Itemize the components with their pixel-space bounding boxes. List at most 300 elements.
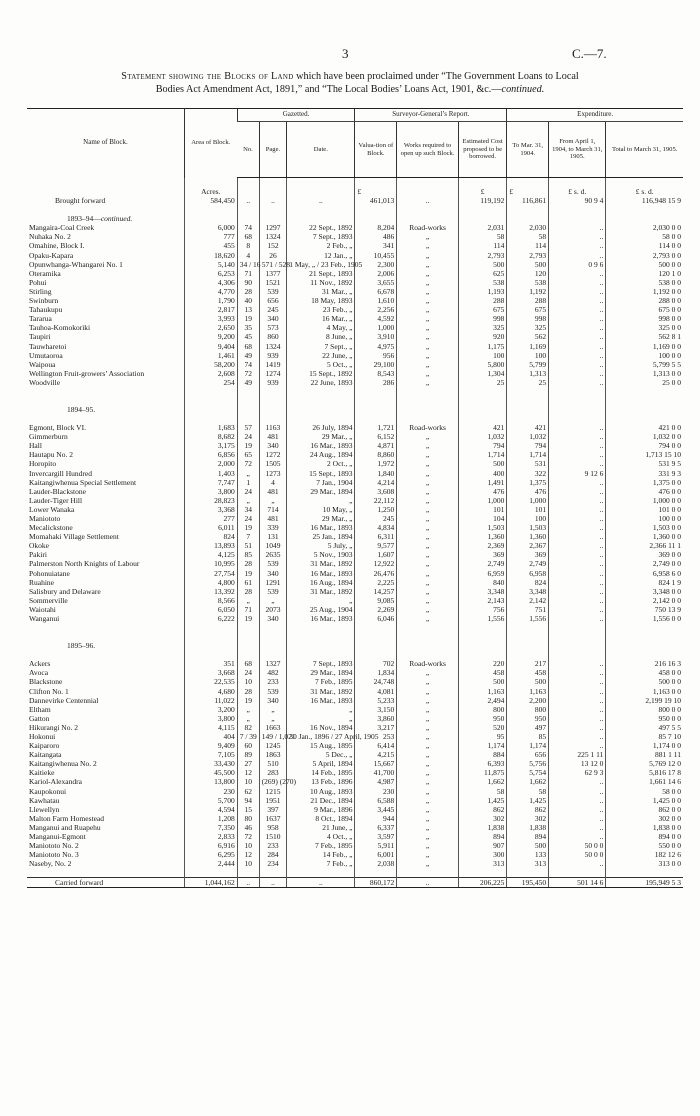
cell-from: .. xyxy=(549,687,606,696)
cell-from: .. xyxy=(549,351,606,360)
cell-page: 573 xyxy=(259,323,287,332)
cell-val: 14,257 xyxy=(355,587,397,596)
cell-works: „ xyxy=(397,823,459,832)
cell-area: 9,409 xyxy=(184,741,237,750)
cell-area: 230 xyxy=(184,787,237,796)
cell-to: 1,313 xyxy=(507,369,549,378)
table-row xyxy=(27,569,683,578)
carried-to: 195,450 xyxy=(507,878,549,888)
page-header xyxy=(0,46,700,60)
cell-to: 85 xyxy=(507,732,549,741)
cell-val: 9,085 xyxy=(355,596,397,605)
cell-total: 2,793 0 0 xyxy=(606,251,683,260)
cell-date: 22 Sept., 1892 xyxy=(287,223,355,232)
cell-page: 340 xyxy=(259,614,287,623)
cell-to: 58 xyxy=(507,787,549,796)
table-row xyxy=(27,841,683,850)
cell-from: .. xyxy=(549,305,606,314)
cell-name: Kaitieke xyxy=(29,768,55,778)
cell-name: Egmont, Block VI. xyxy=(29,423,86,433)
cell-works: „ xyxy=(397,741,459,750)
cell-cost: 6,959 xyxy=(458,569,506,578)
cell-no: 72 xyxy=(237,832,259,841)
table-row xyxy=(27,578,683,587)
cell-date: 8 June, „ xyxy=(287,332,355,341)
cell-no: „ xyxy=(237,714,259,723)
cell-works: „ xyxy=(397,578,459,587)
table-body xyxy=(27,178,683,878)
cell-to: 1,662 xyxy=(507,777,549,786)
cell-page: „ xyxy=(259,596,287,605)
table-row xyxy=(27,514,683,523)
brought-label: Brought forward xyxy=(55,196,106,206)
cell-name: Maniototo xyxy=(29,514,61,523)
spacer-row xyxy=(27,387,683,405)
cell-cost: 884 xyxy=(458,750,506,759)
cell-date: 5 Dec., „ xyxy=(287,750,355,759)
cell-to: 6,958 xyxy=(507,569,549,578)
spacer-row xyxy=(27,205,683,214)
cell-page: 1505 xyxy=(259,459,287,468)
cell-total: 6,958 6 0 xyxy=(606,569,683,578)
cell-works: „ xyxy=(397,342,459,351)
cell-no: 4 xyxy=(237,251,259,260)
cell-name: Hokonui xyxy=(29,731,56,741)
cell-total: 476 0 0 xyxy=(606,487,683,496)
cell-no: 28 xyxy=(237,559,259,568)
cell-date: 21 Dec., 1894 xyxy=(287,796,355,805)
cell-to: 2,030 xyxy=(507,223,549,232)
cell-to: 497 xyxy=(507,723,549,732)
cell-date: 2 Oct., „ xyxy=(287,459,355,468)
cell-no: 12 xyxy=(237,768,259,777)
header-area: Area of Block. xyxy=(184,109,237,178)
cell-page: 340 xyxy=(259,569,287,578)
cell-no: 72 xyxy=(237,369,259,378)
unit-cost: £ xyxy=(458,187,506,196)
cell-works: Road-works xyxy=(397,659,459,668)
cell-val: 5,911 xyxy=(355,841,397,850)
cell-works: „ xyxy=(397,787,459,796)
cell-total: 1,163 0 0 xyxy=(606,687,683,696)
cell-works: Road-works xyxy=(397,423,459,432)
cell-date: 31 Mar., 1892 xyxy=(287,687,355,696)
cell-from: .. xyxy=(549,514,606,523)
carried-no: .. xyxy=(237,878,259,888)
brought-val: 461,013 xyxy=(355,196,397,205)
header-expenditure: Expenditure. xyxy=(507,109,683,122)
spacer-row xyxy=(27,868,683,878)
cell-works: „ xyxy=(397,796,459,805)
cell-total: 100 0 0 xyxy=(606,514,683,523)
cell-val: 3,860 xyxy=(355,714,397,723)
cell-name: Hautapu No. 2 xyxy=(29,450,73,460)
cell-name: Taupiri xyxy=(29,332,51,342)
cell-cost: 500 xyxy=(458,677,506,686)
table-row xyxy=(27,723,683,732)
cell-from: .. xyxy=(549,741,606,750)
cell-total: 5,816 17 8 xyxy=(606,768,683,777)
cell-page: 482 xyxy=(259,668,287,677)
cell-date: 15 Sept., 1892 xyxy=(287,369,355,378)
table-row xyxy=(27,232,683,241)
cell-name: Invercargill Hundred xyxy=(29,468,92,478)
brought-date: .. xyxy=(287,196,355,205)
cell-no: 62 xyxy=(237,787,259,796)
cell-no: 19 xyxy=(237,614,259,623)
cell-to: 2,142 xyxy=(507,596,549,605)
cell-val: 4,215 xyxy=(355,750,397,759)
cell-cost: 1,304 xyxy=(458,369,506,378)
cell-total: 120 1 0 xyxy=(606,269,683,278)
brought-cost: 119,192 xyxy=(458,196,506,205)
cell-val: 6,311 xyxy=(355,532,397,541)
cell-page: 539 xyxy=(259,559,287,568)
cell-from: 225 1 11 xyxy=(549,750,606,759)
cell-to: 1,360 xyxy=(507,532,549,541)
cell-name: Malton Farm Homestead xyxy=(29,813,104,823)
cell-val: 486 xyxy=(355,232,397,241)
cell-works: „ xyxy=(397,750,459,759)
cell-area: 4,306 xyxy=(184,278,237,287)
cell-total: 58 0 0 xyxy=(606,787,683,796)
cell-name: Stirling xyxy=(29,286,52,296)
table-row xyxy=(27,269,683,278)
cell-from: .. xyxy=(549,287,606,296)
title-rest-1: which have been proclaimed under “The Government Loans to Local xyxy=(293,71,579,82)
cell-date: 13 Feb., 1896 xyxy=(287,777,355,786)
cell-date: 1 May, „ / 23 Feb., 1905 xyxy=(287,260,355,269)
cell-area: 45,500 xyxy=(184,768,237,777)
cell-cost: 950 xyxy=(458,714,506,723)
cell-area: 3,993 xyxy=(184,314,237,323)
cell-date: 22 June, 1893 xyxy=(287,378,355,387)
cell-works: „ xyxy=(397,469,459,478)
header-valuation: Valua-tion of Block. xyxy=(355,122,397,178)
cell-area: 9,404 xyxy=(184,342,237,351)
cell-from: .. xyxy=(549,269,606,278)
cell-works: „ xyxy=(397,441,459,450)
table-row xyxy=(27,278,683,287)
cell-total: 114 0 0 xyxy=(606,241,683,250)
cell-cost: 100 xyxy=(458,351,506,360)
cell-no: 71 xyxy=(237,605,259,614)
cell-no: 7 xyxy=(237,532,259,541)
cell-total: 101 0 0 xyxy=(606,505,683,514)
cell-name: Avoca xyxy=(29,668,49,678)
cell-works: „ xyxy=(397,260,459,269)
cell-from: .. xyxy=(549,423,606,432)
cell-works: „ xyxy=(397,523,459,532)
cell-area: 4,800 xyxy=(184,578,237,587)
cell-no: „ xyxy=(237,705,259,714)
cell-to: 120 xyxy=(507,269,549,278)
cell-name: Waipoua xyxy=(29,359,56,369)
cell-area: 4,125 xyxy=(184,550,237,559)
cell-area: 404 xyxy=(184,732,237,741)
cell-works: „ xyxy=(397,351,459,360)
cell-no: 68 xyxy=(237,659,259,668)
table-row xyxy=(27,505,683,514)
cell-works: „ xyxy=(397,677,459,686)
cell-date: 14 Feb., „ xyxy=(287,850,355,859)
cell-from: .. xyxy=(549,578,606,587)
cell-to: 5,799 xyxy=(507,360,549,369)
cell-page: 1327 xyxy=(259,659,287,668)
cell-works: „ xyxy=(397,496,459,505)
cell-from: .. xyxy=(549,532,606,541)
cell-works: „ xyxy=(397,705,459,714)
header-page: Page. xyxy=(259,122,287,178)
cell-val: 2,006 xyxy=(355,269,397,278)
carried-page: .. xyxy=(259,878,287,888)
cell-works: „ xyxy=(397,459,459,468)
cell-from: .. xyxy=(549,559,606,568)
cell-val: 253 xyxy=(355,732,397,741)
cell-from: .. xyxy=(549,432,606,441)
section-year-row xyxy=(27,405,683,414)
cell-works: „ xyxy=(397,514,459,523)
cell-name: Gatton xyxy=(29,713,50,723)
table-row xyxy=(27,496,683,505)
cell-area: 455 xyxy=(184,241,237,250)
cell-to: 998 xyxy=(507,314,549,323)
table-row xyxy=(27,469,683,478)
cell-val: 4,871 xyxy=(355,441,397,450)
cell-page: 539 xyxy=(259,287,287,296)
table-row xyxy=(27,296,683,305)
cell-page: 1297 xyxy=(259,223,287,232)
cell-total: 500 0 0 xyxy=(606,677,683,686)
cell-cost: 400 xyxy=(458,469,506,478)
title-continued: continued. xyxy=(501,84,545,95)
table-row xyxy=(27,832,683,841)
cell-from: .. xyxy=(549,541,606,550)
section-year xyxy=(27,641,184,650)
cell-total: 1,713 15 10 xyxy=(606,450,683,459)
cell-area: 1,461 xyxy=(184,351,237,360)
cell-val: 4,081 xyxy=(355,687,397,696)
cell-total: 331 9 3 xyxy=(606,469,683,478)
cell-page: 1419 xyxy=(259,360,287,369)
cell-name: Ackers xyxy=(29,659,51,669)
cell-to: 5,754 xyxy=(507,768,549,777)
header-from: From April 1, 1904, to March 31, 1905. xyxy=(549,122,606,178)
table-row xyxy=(27,605,683,614)
cell-no: 12 xyxy=(237,850,259,859)
cell-cost: 920 xyxy=(458,332,506,341)
cell-cost: 104 xyxy=(458,514,506,523)
table-row xyxy=(27,287,683,296)
cell-area: 4,594 xyxy=(184,805,237,814)
brought-works: .. xyxy=(397,196,459,205)
cell-area: 8,566 xyxy=(184,596,237,605)
cell-from: .. xyxy=(549,232,606,241)
cell-from: .. xyxy=(549,569,606,578)
cell-cost: 1,032 xyxy=(458,432,506,441)
cell-area: 2,444 xyxy=(184,859,237,868)
unit-area: Acres. xyxy=(184,187,237,196)
cell-val: 286 xyxy=(355,378,397,387)
unit-total: £ s. d. xyxy=(606,187,683,196)
cell-total: 1,425 0 0 xyxy=(606,796,683,805)
cell-total: 2,199 19 10 xyxy=(606,696,683,705)
cell-cost: 2,143 xyxy=(458,596,506,605)
cell-cost: 1,360 xyxy=(458,532,506,541)
table-row xyxy=(27,587,683,596)
cell-page: 245 xyxy=(259,305,287,314)
cell-to: 1,556 xyxy=(507,614,549,623)
cell-no: 8 xyxy=(237,241,259,250)
cell-area: 33,430 xyxy=(184,759,237,768)
cell-to: 2,367 xyxy=(507,541,549,550)
cell-page: 1291 xyxy=(259,578,287,587)
cell-val: 702 xyxy=(355,659,397,668)
cell-total: 182 12 6 xyxy=(606,850,683,859)
table-row xyxy=(27,596,683,605)
cell-to: 1,163 xyxy=(507,687,549,696)
cell-works: „ xyxy=(397,714,459,723)
cell-val: 4,975 xyxy=(355,342,397,351)
cell-area: 22,535 xyxy=(184,677,237,686)
cell-val: 245 xyxy=(355,514,397,523)
cell-no: 19 xyxy=(237,696,259,705)
table-row xyxy=(27,251,683,260)
cell-no: 7 / 39 xyxy=(237,732,259,741)
cell-no: 57 xyxy=(237,423,259,432)
cell-from: .. xyxy=(549,859,606,868)
table-row xyxy=(27,850,683,859)
cell-from: .. xyxy=(549,696,606,705)
cell-no: 19 xyxy=(237,523,259,532)
cell-val: 1,972 xyxy=(355,459,397,468)
table-row xyxy=(27,305,683,314)
cell-total: 25 0 0 xyxy=(606,378,683,387)
cell-val: 2,038 xyxy=(355,859,397,868)
cell-from: .. xyxy=(549,450,606,459)
cell-val: 15,667 xyxy=(355,759,397,768)
cell-total: 2,142 0 0 xyxy=(606,596,683,605)
table-row xyxy=(27,478,683,487)
cell-from: 62 9 3 xyxy=(549,768,606,777)
cell-name: Maniototo No. 2 xyxy=(29,841,79,851)
cell-val: 1,840 xyxy=(355,469,397,478)
cell-to: 500 xyxy=(507,260,549,269)
cell-date: 5 April, 1894 xyxy=(287,759,355,768)
cell-cost: 1,193 xyxy=(458,287,506,296)
cell-date: 22 June, „ xyxy=(287,351,355,360)
cell-page: 26 xyxy=(259,251,287,260)
cell-cost: 476 xyxy=(458,487,506,496)
cell-no: 24 xyxy=(237,668,259,677)
cell-page: 958 xyxy=(259,823,287,832)
cell-date: 7 Sept., 1893 xyxy=(287,232,355,241)
cell-to: 458 xyxy=(507,668,549,677)
cell-total: 894 0 0 xyxy=(606,832,683,841)
unit-from: £ s. d. xyxy=(549,187,606,196)
cell-no: 82 xyxy=(237,723,259,732)
cell-page: 510 xyxy=(259,759,287,768)
cell-works: „ xyxy=(397,859,459,868)
cell-name: Naseby, No. 2 xyxy=(29,859,72,869)
carried-forward-row xyxy=(27,878,683,888)
cell-to: 675 xyxy=(507,305,549,314)
cell-date: 7 Jan., 1904 xyxy=(287,478,355,487)
cell-to: 2,793 xyxy=(507,251,549,260)
cell-from: .. xyxy=(549,614,606,623)
cell-area: 3,800 xyxy=(184,487,237,496)
cell-date: 26 July, 1894 xyxy=(287,423,355,432)
cell-page: 939 xyxy=(259,351,287,360)
cell-no: 35 xyxy=(237,323,259,332)
cell-area: 351 xyxy=(184,659,237,668)
cell-from: .. xyxy=(549,314,606,323)
section-year-label: 1894–95. xyxy=(67,404,96,414)
cell-to: 1,375 xyxy=(507,478,549,487)
cell-page: 1377 xyxy=(259,269,287,278)
cell-cost: 58 xyxy=(458,787,506,796)
cell-from: .. xyxy=(549,596,606,605)
cell-from: .. xyxy=(549,823,606,832)
cell-works: „ xyxy=(397,369,459,378)
cell-area: 2,000 xyxy=(184,459,237,468)
cell-name: Ruahine xyxy=(29,577,54,587)
cell-area: 4,680 xyxy=(184,687,237,696)
cell-from: 50 0 0 xyxy=(549,850,606,859)
cell-val: 6,337 xyxy=(355,823,397,832)
cell-page: 131 xyxy=(259,532,287,541)
cell-no: 68 xyxy=(237,232,259,241)
cell-to: 1,169 xyxy=(507,342,549,351)
cell-cost: 1,503 xyxy=(458,523,506,532)
cell-area: 13,392 xyxy=(184,587,237,596)
cell-from: .. xyxy=(549,505,606,514)
table-row xyxy=(27,677,683,686)
cell-name: Mecalickstone xyxy=(29,523,73,533)
cell-area: 824 xyxy=(184,532,237,541)
cell-to: 3,348 xyxy=(507,587,549,596)
table-row xyxy=(27,741,683,750)
cell-page: „ xyxy=(259,714,287,723)
cell-total: 2,749 0 0 xyxy=(606,559,683,568)
cell-total: 3,348 0 0 xyxy=(606,587,683,596)
section-year-continued: continued. xyxy=(100,214,133,224)
cell-date: 2 Feb., „ xyxy=(287,241,355,250)
cell-from: .. xyxy=(549,360,606,369)
cell-from: .. xyxy=(549,723,606,732)
unit-to: £ xyxy=(507,187,549,196)
cell-works: „ xyxy=(397,687,459,696)
cell-no: 19 xyxy=(237,314,259,323)
carried-total: 195,949 5 3 xyxy=(606,878,683,888)
cell-val: 3,597 xyxy=(355,832,397,841)
cell-total: 85 7 10 xyxy=(606,732,683,741)
cell-from: .. xyxy=(549,523,606,532)
cell-to: 1,000 xyxy=(507,496,549,505)
cell-from: .. xyxy=(549,587,606,596)
cell-area: 6,050 xyxy=(184,605,237,614)
cell-page: 152 xyxy=(259,241,287,250)
cell-total: 216 16 3 xyxy=(606,659,683,668)
cell-works: „ xyxy=(397,278,459,287)
cell-total: 421 0 0 xyxy=(606,423,683,432)
cell-date: 7 Feb., 1895 xyxy=(287,841,355,850)
cell-val: 2,256 xyxy=(355,305,397,314)
cell-no: 15 xyxy=(237,805,259,814)
cell-to: 2,200 xyxy=(507,696,549,705)
brought-page: .. xyxy=(259,196,287,205)
cell-val: 1,607 xyxy=(355,550,397,559)
